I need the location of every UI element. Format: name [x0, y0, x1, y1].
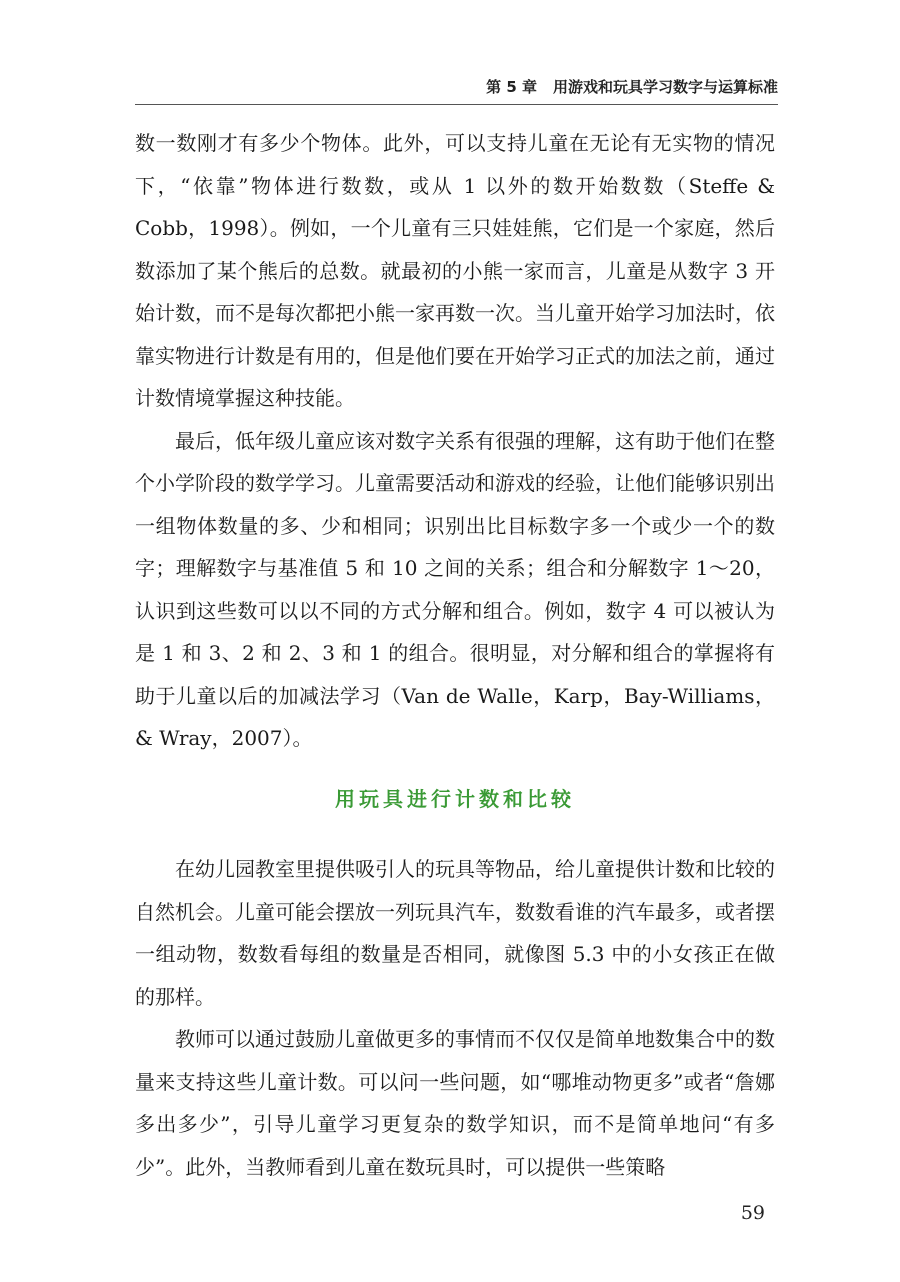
paragraph-continued: 数一数刚才有多少个物体。此外，可以支持儿童在无论有无实物的情况下，“依靠”物体进行数数，或从 1 以外的数开始数数（Steffe & Cobb，1998）。例如，一个儿童有三只娃娃熊，它们是一个家庭，然后数添加了某个熊后的总数。就最初的小熊一家而言，儿童是从数字 3 开始计数，而不是每次都把小熊一家再数一次。当儿童开始学习加法时，依靠实物进行计数是有用的，但是他们要在开始学习正式的加法之前，通过计数情境掌握这种技能。 — [135, 131, 775, 410]
paragraph: 最后，低年级儿童应该对数字关系有很强的理解，这有助于他们在整个小学阶段的数学学习。儿童需要活动和游戏的经验，让他们能够识别出一组物体数量的多、少和相同；识别出比目标数字多一个或少一个的数字；理解数字与基准值 5 和 10 之间的关系；组合和分解数字 1～20，认识到这些数可以以不同的方式分解和组合。例如，数字 4 可以被认为是 1 和 3、2 和 2、3 和 1 的组合。很明显，对分解和组合的掌握将有助于儿童以后的加减法学习（Van de Walle，Karp，Bay-Williams，& Wray，2007）。 — [135, 428, 775, 750]
chapter-number: 第 5 章 — [486, 78, 537, 96]
header-rule — [135, 104, 778, 105]
paragraph: 在幼儿园教室里提供吸引人的玩具等物品，给儿童提供计数和比较的自然机会。儿童可能会摆放一列玩具汽车，数数看谁的汽车最多，或者摆一组动物，数数看每组的数量是否相同，就像图 5.3 中的小女孩正在做的那样。 — [135, 857, 775, 1009]
text-block-top — [135, 122, 775, 760]
paragraph: 教师可以通过鼓励儿童做更多的事情而不仅仅是简单地数集合中的数量来支持这些儿童计数。可以问一些问题，如“哪堆动物更多”或者“詹娜多出多少”，引导儿童学习更复杂的数学知识，而不是简单地问“有多少”。此外，当教师看到儿童在数玩具时，可以提供一些策略 — [135, 1027, 775, 1179]
section-heading: 用玩具进行计数和比较 — [335, 787, 575, 811]
text-block-bottom — [135, 848, 775, 1188]
running-header — [486, 76, 778, 97]
chapter-title: 用游戏和玩具学习数字与运算标准 — [552, 78, 778, 96]
page-number: 59 — [740, 1202, 765, 1224]
